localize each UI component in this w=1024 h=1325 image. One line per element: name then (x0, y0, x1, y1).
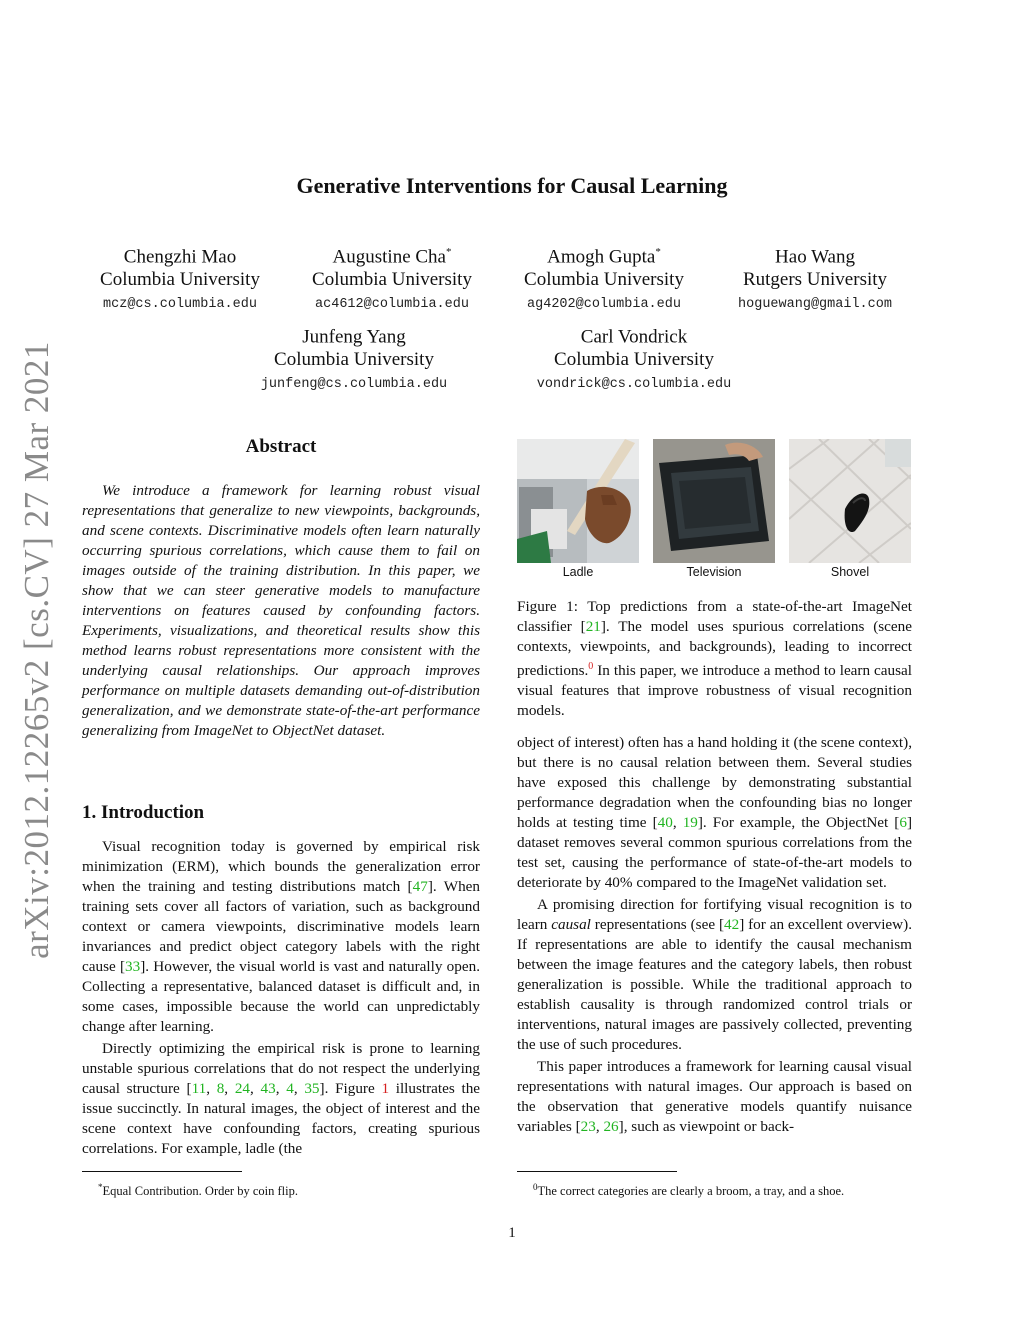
citation-link[interactable]: 21 (585, 618, 601, 635)
figure-ref-link[interactable]: 1 (381, 1080, 390, 1097)
author-name: Hao Wang (775, 246, 855, 268)
author-affiliation: Columbia University (100, 269, 260, 291)
author-block (60, 241, 300, 312)
author-affiliation: Columbia University (312, 269, 472, 291)
paragraph: object of interest) often has a hand holding it (the scene context), but there is no causal relation between them. Several studies have exposed this challenge by demonstrating substantial performance degradation when the confounding bias no longer holds at testing time [40, 19]. For example, the ObjectNet [6] dataset removes several common spurious correlations from the test set, causing the performance of state-of-the-art models to deteriorate by 40% compared to the ImageNet validation set. (517, 734, 913, 891)
citation-link[interactable]: 35 (304, 1080, 320, 1097)
right-column-body (517, 733, 912, 1137)
figure-caption (517, 597, 912, 721)
footnote-left: *Equal Contribution. Order by coin flip. (98, 1182, 298, 1199)
page-number: 1 (508, 1225, 516, 1241)
paper-title: Generative Interventions for Causal Learning (296, 173, 728, 198)
footnote-divider (517, 1171, 677, 1172)
abstract-heading: Abstract (245, 436, 317, 457)
figure-label: Shovel (830, 565, 870, 579)
author-name: Junfeng Yang (302, 326, 406, 348)
figure-photo-ladle (517, 439, 639, 563)
arxiv-stamp (12, 341, 62, 959)
citation-link[interactable]: 4 (286, 1080, 294, 1097)
figure-photo-television (653, 439, 775, 563)
author-email[interactable]: hoguewang@gmail.com (738, 297, 892, 313)
citation-link[interactable]: 26 (603, 1118, 619, 1135)
citation-link[interactable]: 6 (899, 814, 907, 831)
arxiv-id: arXiv:2012.12265v2 [cs.CV] 27 Mar 2021 (17, 341, 56, 959)
author-block (272, 241, 512, 312)
author-block (234, 321, 474, 392)
author-email[interactable]: ag4202@columbia.edu (527, 297, 681, 313)
author-affiliation: Columbia University (274, 349, 434, 371)
footnote-divider (82, 1171, 242, 1172)
introduction-body (82, 837, 480, 1159)
author-block (484, 241, 724, 312)
author-block (695, 241, 935, 312)
author-email[interactable]: junfeng@cs.columbia.edu (260, 377, 448, 393)
author-name: Chengzhi Mao (123, 246, 237, 268)
figure-photo-shovel (789, 439, 911, 563)
citation-link[interactable]: 40 (657, 814, 673, 831)
paragraph: Directly optimizing the empirical risk is prone to learning unstable spurious correlations that do not respect the underlying causal structure [11, 8, 24, 43, 4, 35]. Figure 1 illustrates the issue succinctly. In natural images, the object of interest and the scene context have confounding factors, creating spurious correlations. For example, ladle (the (82, 1040, 481, 1157)
abstract-body (82, 481, 480, 741)
paragraph: A promising direction for fortifying visual recognition is to learn causal representations (see [42] for an excellent overview). If representations are able to identify the causal mechanism between the image features and the category labels, then robust generalization is possible. While the traditional approach to establish causality is through randomized control trials or interventions, natural images are passively collected, preventing the use of such procedures. (517, 896, 912, 1053)
author-name: Amogh Gupta* (547, 246, 661, 268)
citation-link[interactable]: 42 (724, 916, 740, 933)
citation-link[interactable]: 33 (125, 958, 141, 975)
citation-link[interactable]: 19 (682, 814, 698, 831)
citation-link[interactable]: 11 (191, 1080, 207, 1097)
footnote-right: $^0$The correct categories are clearly a broom, a tray, and a shoe. (533, 1182, 845, 1199)
citation-link[interactable]: 47 (412, 878, 428, 895)
citation-link[interactable]: 8 (216, 1080, 225, 1097)
paragraph: Visual recognition today is governed by empirical risk minimization (ERM), which bounds the generalization error when the training and testing distributions match [47]. When training sets cover all factors of variation, such as background context or camera viewpoints, discriminative models learn invariances and predict object category labels with the right cause [33]. However, the visual world is vast and naturally open. Collecting a representative, balanced dataset is difficult and, in some cases, impossible because the world can unpredictably change after learning. (82, 838, 480, 1035)
footnote-ref-link[interactable]: 0 (588, 661, 594, 672)
figure-label: Television (686, 565, 742, 579)
author-block (514, 321, 754, 392)
section-heading: 1. Introduction (82, 802, 205, 823)
abstract-text: We introduce a framework for learning robust visual representations that generalize to new viewpoints, backgrounds, and scene contexts. Discriminative models often learn naturally occurring spurious correlations, which cause them to fail on images outside of the training distribution. In this paper, we show that we can steer generative models to manufacture interventions on features caused by confounding factors. Experiments, visualizations, and theoretical results show this method learns robust representations more consistent with the underlying causal relationships. Our approach improves performance on multiple datasets demanding out-of-distribution generalization, and we demonstrate state-of-the-art performance generalizing from ImageNet to ObjectNet dataset. (82, 482, 480, 739)
author-email[interactable]: vondrick@cs.columbia.edu (536, 377, 732, 393)
author-name: Augustine Cha* (332, 246, 452, 268)
citation-link[interactable]: 23 (580, 1118, 596, 1135)
author-affiliation: Rutgers University (742, 269, 888, 291)
citation-link[interactable]: 24 (234, 1080, 250, 1097)
figure-label: Ladle (562, 565, 594, 579)
caption-text: Figure 1: Top predictions from a state-of-the-art ImageNet classifier [21]. The model uses spurious correlations (scene contexts, viewpoints, and backgrounds), leading to incorrect predictions.$^0$ In this paper, we introduce a method to learn causal visual features that improve robustness of visual recognition models. (517, 598, 912, 720)
citation-link[interactable]: 43 (260, 1080, 276, 1097)
author-email[interactable]: ac4612@columbia.edu (315, 297, 469, 313)
paragraph: This paper introduces a framework for learning causal visual representations with natural images. Our approach is based on the observation that generative models quantify nuisance variables [23, 26], such as viewpoint or back- (517, 1058, 912, 1135)
author-email[interactable]: mcz@cs.columbia.edu (103, 297, 257, 313)
author-affiliation: Columbia University (554, 349, 714, 371)
author-name: Carl Vondrick (580, 326, 688, 348)
author-affiliation: Columbia University (524, 269, 684, 291)
